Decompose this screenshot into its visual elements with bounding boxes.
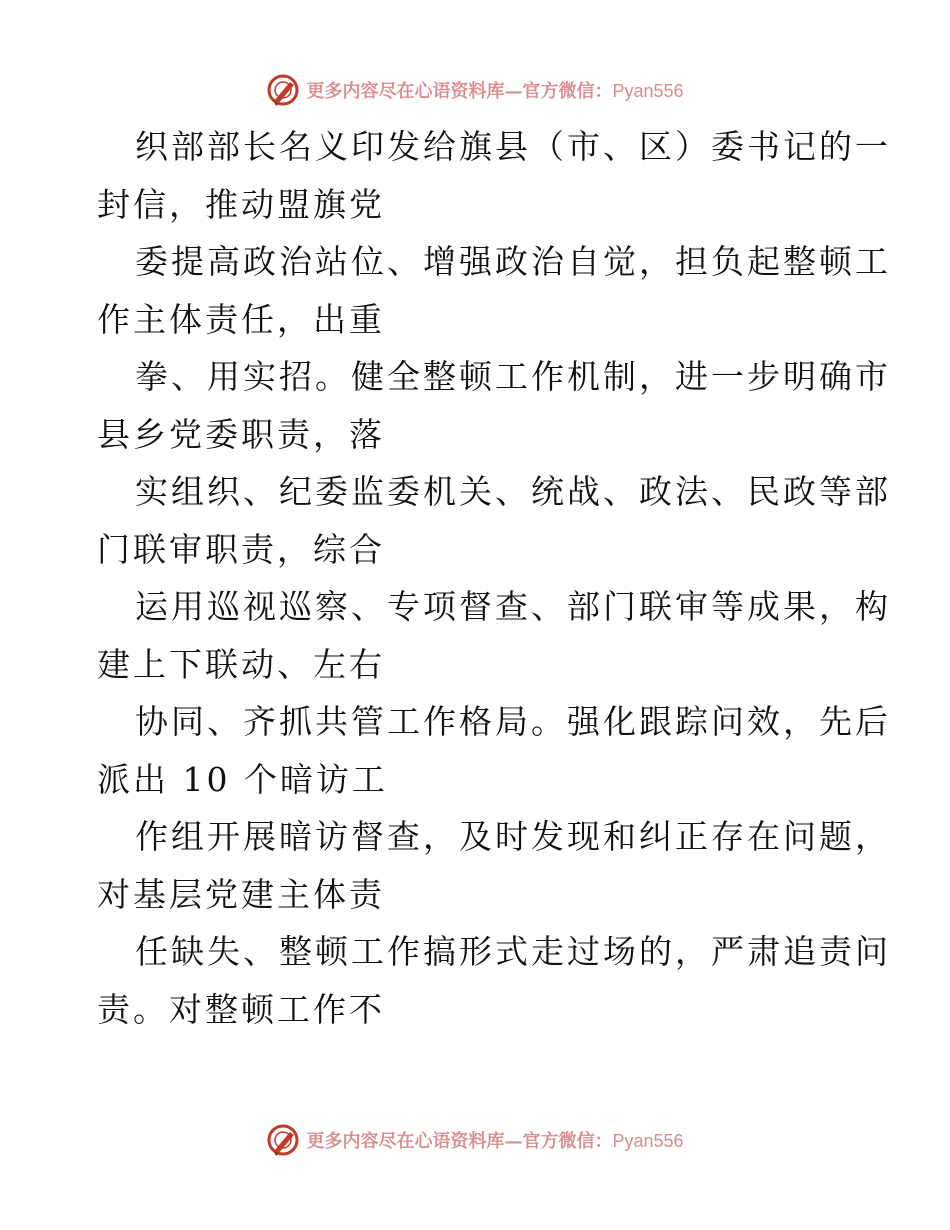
body-line: 实组织、纪委监委机关、统战、政法、民政等部: [135, 472, 891, 511]
footer-banner-handle: Pyan556: [612, 1131, 684, 1151]
body-line: 委提高政治站位、增强政治自觉，担负起整顿工: [135, 242, 891, 281]
document-body: [97, 118, 891, 1038]
pen-logo-icon: [266, 73, 300, 107]
body-line: 责。对整顿工作不: [97, 989, 385, 1029]
body-line: 任缺失、整顿工作搞形式走过场的，严肃追责问: [135, 932, 891, 971]
body-line: 作主体责任，出重: [97, 299, 385, 339]
body-line: 封信，推动盟旗党: [97, 184, 385, 224]
body-line: 协同、齐抓共管工作格局。强化跟踪问效，先后: [135, 702, 891, 741]
header-banner: [0, 70, 950, 110]
body-line: 对基层党建主体责: [97, 874, 385, 914]
footer-banner: [0, 1120, 950, 1160]
body-line: 拳、用实招。健全整顿工作机制，进一步明确市: [135, 357, 891, 396]
body-line: 运用巡视巡察、专项督查、部门联审等成果，构: [135, 587, 891, 626]
body-line: 作组开展暗访督查，及时发现和纠正存在问题，: [135, 817, 891, 856]
header-banner-handle: Pyan556: [612, 81, 684, 101]
body-line: 建上下联动、左右: [97, 644, 385, 684]
footer-banner-text: 更多内容尽在心语资料库—官方微信：: [306, 1131, 613, 1152]
body-line: 县乡党委职责，落: [97, 414, 385, 454]
body-line: 织部部长名义印发给旗县（市、区）委书记的一: [135, 127, 891, 166]
body-line: 门联审职责，综合: [97, 529, 385, 569]
header-banner-text: 更多内容尽在心语资料库—官方微信：: [306, 81, 613, 102]
pen-logo-icon: [266, 1123, 300, 1157]
body-line: 派出 10 个暗访工: [97, 759, 388, 799]
